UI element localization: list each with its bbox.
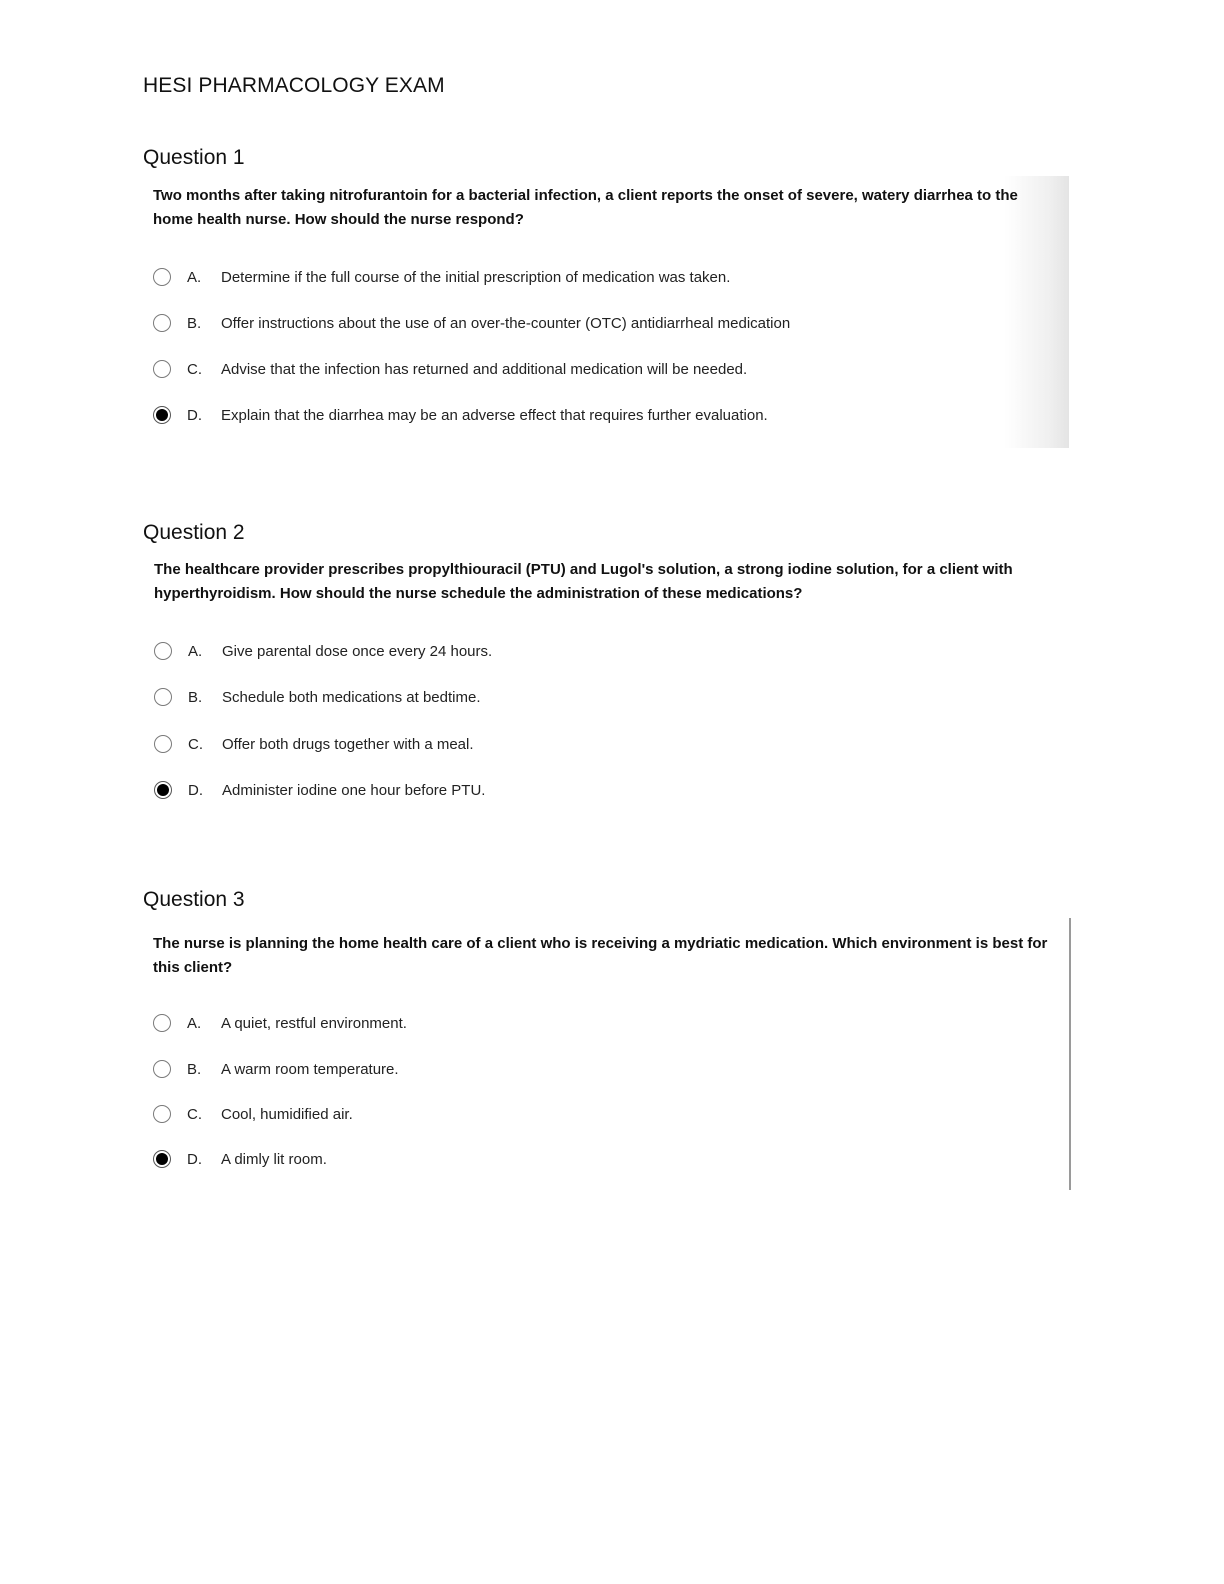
radio-unchecked-icon[interactable] xyxy=(153,1105,171,1123)
option-letter: A. xyxy=(188,642,203,660)
question-2-heading: Question 2 xyxy=(143,521,245,544)
radio-unchecked-icon[interactable] xyxy=(153,314,171,332)
question-3-option-c[interactable] xyxy=(153,1103,353,1125)
option-letter: B. xyxy=(188,688,203,706)
question-2-option-b[interactable] xyxy=(154,686,481,708)
option-letter: D. xyxy=(188,781,203,799)
question-2-panel xyxy=(143,550,1069,810)
radio-checked-icon[interactable] xyxy=(153,1150,171,1168)
option-text: Cool, humidified air. xyxy=(221,1105,353,1123)
option-text: Advise that the infection has returned and additional medication will be needed. xyxy=(221,360,748,378)
option-text: A dimly lit room. xyxy=(221,1150,327,1168)
option-text: Schedule both medications at bedtime. xyxy=(222,688,481,706)
radio-unchecked-icon[interactable] xyxy=(154,642,172,660)
option-text: Offer instructions about the use of an over-the-counter (OTC) antidiarrheal medication xyxy=(221,314,791,332)
question-1-text: Two months after taking nitrofurantoin for a bacterial infection, a client reports the onset of severe, watery diarrhea to the home health nurse. How should the nurse respond? xyxy=(153,187,1018,228)
option-text: Give parental dose once every 24 hours. xyxy=(222,642,493,660)
question-2-option-c[interactable] xyxy=(154,733,474,755)
radio-unchecked-icon[interactable] xyxy=(153,1060,171,1078)
option-letter: B. xyxy=(187,1060,202,1078)
radio-unchecked-icon[interactable] xyxy=(153,360,171,378)
question-3-text: The nurse is planning the home health care of a client who is receiving a mydriatic medication. Which environment is best for this client? xyxy=(153,935,1048,976)
question-3-heading: Question 3 xyxy=(143,888,245,911)
option-text: A warm room temperature. xyxy=(221,1060,399,1078)
question-3-option-b[interactable] xyxy=(153,1058,399,1080)
option-letter: C. xyxy=(187,1105,202,1123)
radio-unchecked-icon[interactable] xyxy=(154,688,172,706)
option-text: A quiet, restful environment. xyxy=(221,1014,407,1032)
option-text: Offer both drugs together with a meal. xyxy=(222,735,474,753)
option-letter: C. xyxy=(187,360,202,378)
option-letter: A. xyxy=(187,1014,202,1032)
question-2-text: The healthcare provider prescribes propylthiouracil (PTU) and Lugol's solution, a strong iodine solution, for a client with hyperthyroidism. How should the nurse schedule the administration of these medications? xyxy=(154,561,1013,602)
option-letter: D. xyxy=(187,1150,202,1168)
option-letter: B. xyxy=(187,314,202,332)
option-text: Determine if the full course of the initial prescription of medication was taken. xyxy=(221,268,731,286)
question-2-option-a[interactable] xyxy=(154,640,492,662)
question-1-option-a[interactable] xyxy=(153,266,730,288)
option-text: Explain that the diarrhea may be an adverse effect that requires further evaluation. xyxy=(221,406,768,424)
question-3-option-a[interactable] xyxy=(153,1012,407,1034)
radio-checked-icon[interactable] xyxy=(153,406,171,424)
question-3-panel xyxy=(143,918,1071,1190)
radio-unchecked-icon[interactable] xyxy=(153,268,171,286)
question-2-option-d[interactable] xyxy=(154,779,485,801)
question-1-option-b[interactable] xyxy=(153,312,790,334)
question-1-heading: Question 1 xyxy=(143,146,245,169)
option-letter: D. xyxy=(187,406,202,424)
radio-unchecked-icon[interactable] xyxy=(153,1014,171,1032)
document-title: HESI PHARMACOLOGY EXAM xyxy=(143,74,445,97)
option-letter: C. xyxy=(188,735,203,753)
question-1-option-c[interactable] xyxy=(153,358,747,380)
option-letter: A. xyxy=(187,268,202,286)
question-1-option-d[interactable] xyxy=(153,404,768,426)
radio-checked-icon[interactable] xyxy=(154,781,172,799)
option-text: Administer iodine one hour before PTU. xyxy=(222,781,486,799)
question-1-panel xyxy=(143,176,1069,448)
radio-unchecked-icon[interactable] xyxy=(154,735,172,753)
question-3-option-d[interactable] xyxy=(153,1148,327,1170)
